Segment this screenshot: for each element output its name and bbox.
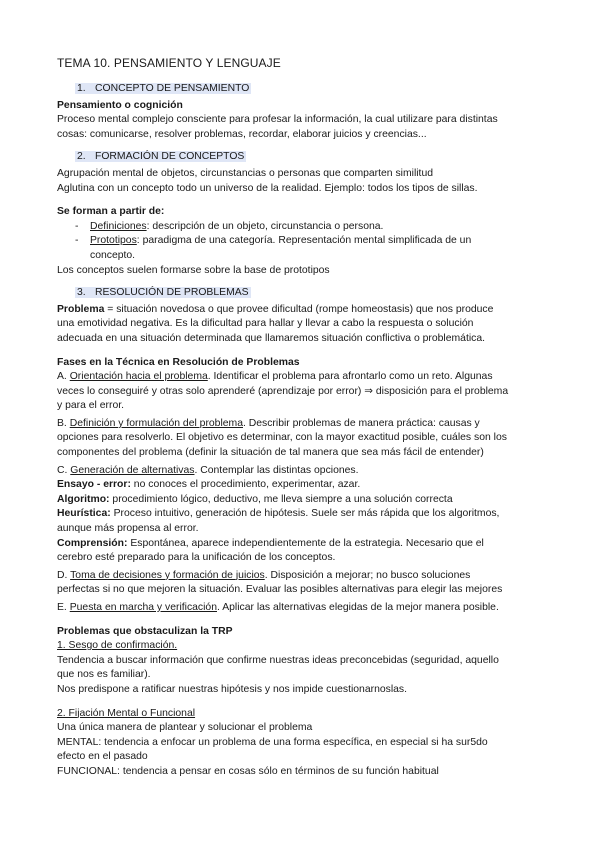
subheading-se-forman: Se forman a partir de:	[57, 206, 165, 218]
paragraph-line: Problema = situación novedosa o que provee dificultad (rompe homeostasis) que nos produce	[57, 303, 494, 315]
phase-b: B. Definición y formulación del problema. Describir problemas de manera práctica: causas y	[57, 417, 480, 429]
bullet-item-continuation: concepto.	[90, 249, 136, 261]
paragraph-line: cosas: comunicarse, resolver problemas, recordar, elaborar juicios y creencias...	[57, 128, 427, 140]
paragraph-line: Los conceptos suelen formarse sobre la base de prototipos	[57, 264, 330, 276]
strategy-ensayo-error: Ensayo - error: no conoces el procedimiento, experimentar, azar.	[57, 479, 361, 491]
phase-c: C. Generación de alternativas. Contemplar las distintas opciones.	[57, 464, 359, 476]
paragraph-line: cerebro esté preparado para la unificación de los conceptos.	[57, 552, 336, 564]
paragraph-line: Aglutina con un concepto todo un universo de la realidad. Ejemplo: todos los tipos de sillas.	[57, 182, 478, 194]
subheading-obstaculos: Problemas que obstaculizan la TRP	[57, 625, 233, 637]
bullet-item-prototipos: - Prototipos: paradigma de una categoría. Representación mental simplificada de un	[75, 235, 472, 247]
section-heading-formacion	[75, 150, 557, 165]
paragraph-line: Una única manera de plantear y solucionar el problema	[57, 722, 313, 734]
paragraph-line: Agrupación mental de objetos, circunstancias o personas que comparten similitud	[57, 167, 434, 179]
paragraph-line: perfectas si no que mejoren la situación. Evaluar las posibles alternativas para elegir las mejores	[57, 584, 503, 596]
section-highlight: 1. CONCEPTO DE PENSAMIENTO	[77, 83, 250, 94]
strategy-heuristica: Heurística: Proceso intuitivo, generación de hipótesis. Suele ser más rápida que los algoritmos,	[57, 508, 500, 520]
section-highlight: 2. FORMACIÓN DE CONCEPTOS	[77, 151, 245, 163]
document-body	[57, 56, 557, 780]
paragraph-line: Nos predispone a ratificar nuestras hipótesis y nos impide cuestionarnoslas.	[57, 683, 407, 695]
section-highlight: 3. RESOLUCIÓN DE PROBLEMAS	[77, 287, 249, 299]
subheading-pensamiento: Pensamiento o cognición	[57, 99, 183, 111]
paragraph-line: y para el error.	[57, 400, 124, 412]
phase-d: D. Toma de decisiones y formación de juicios. Disposición a mejorar; no busco soluciones	[57, 569, 471, 581]
paragraph-line: MENTAL: tendencia a enfocar un problema de una forma específica, en especial si ha sur5do	[57, 736, 488, 748]
strategy-algoritmo: Algoritmo: procedimiento lógico, deductivo, me lleva siempre a una solución correcta	[57, 493, 453, 505]
paragraph-line: que nos es familiar).	[57, 669, 151, 681]
paragraph-line: veces lo conseguiré y otras solo aprenderé (aprendizaje por error) ⇒ disposición para el problema	[57, 385, 509, 397]
section-heading-concepto	[75, 82, 557, 97]
bullet-item-definiciones: - Definiciones: descripción de un objeto, circunstancia o persona.	[75, 220, 384, 232]
paragraph-line: adecuada en una situación determinada que llamaremos situación conflictiva o problemática.	[57, 332, 485, 344]
section-heading-resolucion	[75, 286, 557, 301]
page-title: TEMA 10. PENSAMIENTO Y LENGUAJE	[57, 56, 281, 70]
obstacle-fijacion-title: 2. Fijación Mental o Funcional	[57, 707, 196, 719]
paragraph-line: Tendencia a buscar información que confirme nuestras ideas preconcebidas (seguridad, aquello	[57, 654, 499, 666]
paragraph-line: componentes del problema (definir la situación de tal manera que sea más fácil de entender)	[57, 447, 484, 459]
paragraph-line: Proceso mental complejo consciente para profesar la información, la cual utilizare para distintas	[57, 114, 498, 126]
paragraph-line: efecto en el pasado	[57, 751, 148, 763]
subheading-fases: Fases en la Técnica en Resolución de Problemas	[57, 356, 300, 368]
paragraph-line: una emotividad negativa. Es la dificultad para hallar y llevar a cabo la respuesta o solución	[57, 318, 474, 330]
paragraph-line: aunque más propensa al error.	[57, 523, 199, 535]
paragraph-line: opciones para resolverlo. El objetivo es determinar, con la mayor exactitud posible, cuáles son los	[57, 432, 507, 444]
phase-e: E. Puesta en marcha y verificación. Aplicar las alternativas elegidas de la mejor manera posible.	[57, 602, 499, 613]
obstacle-sesgo-title: 1. Sesgo de confirmación.	[57, 640, 178, 652]
strategy-comprension: Comprensión: Espontánea, aparece independientemente de la estrategia. Necesario que el	[57, 537, 484, 549]
paragraph-line: FUNCIONAL: tendencia a pensar en cosas sólo en términos de su función habitual	[57, 765, 439, 777]
phase-a: A. Orientación hacia el problema. Identificar el problema para afrontarlo como un reto. Algunas	[57, 371, 493, 383]
